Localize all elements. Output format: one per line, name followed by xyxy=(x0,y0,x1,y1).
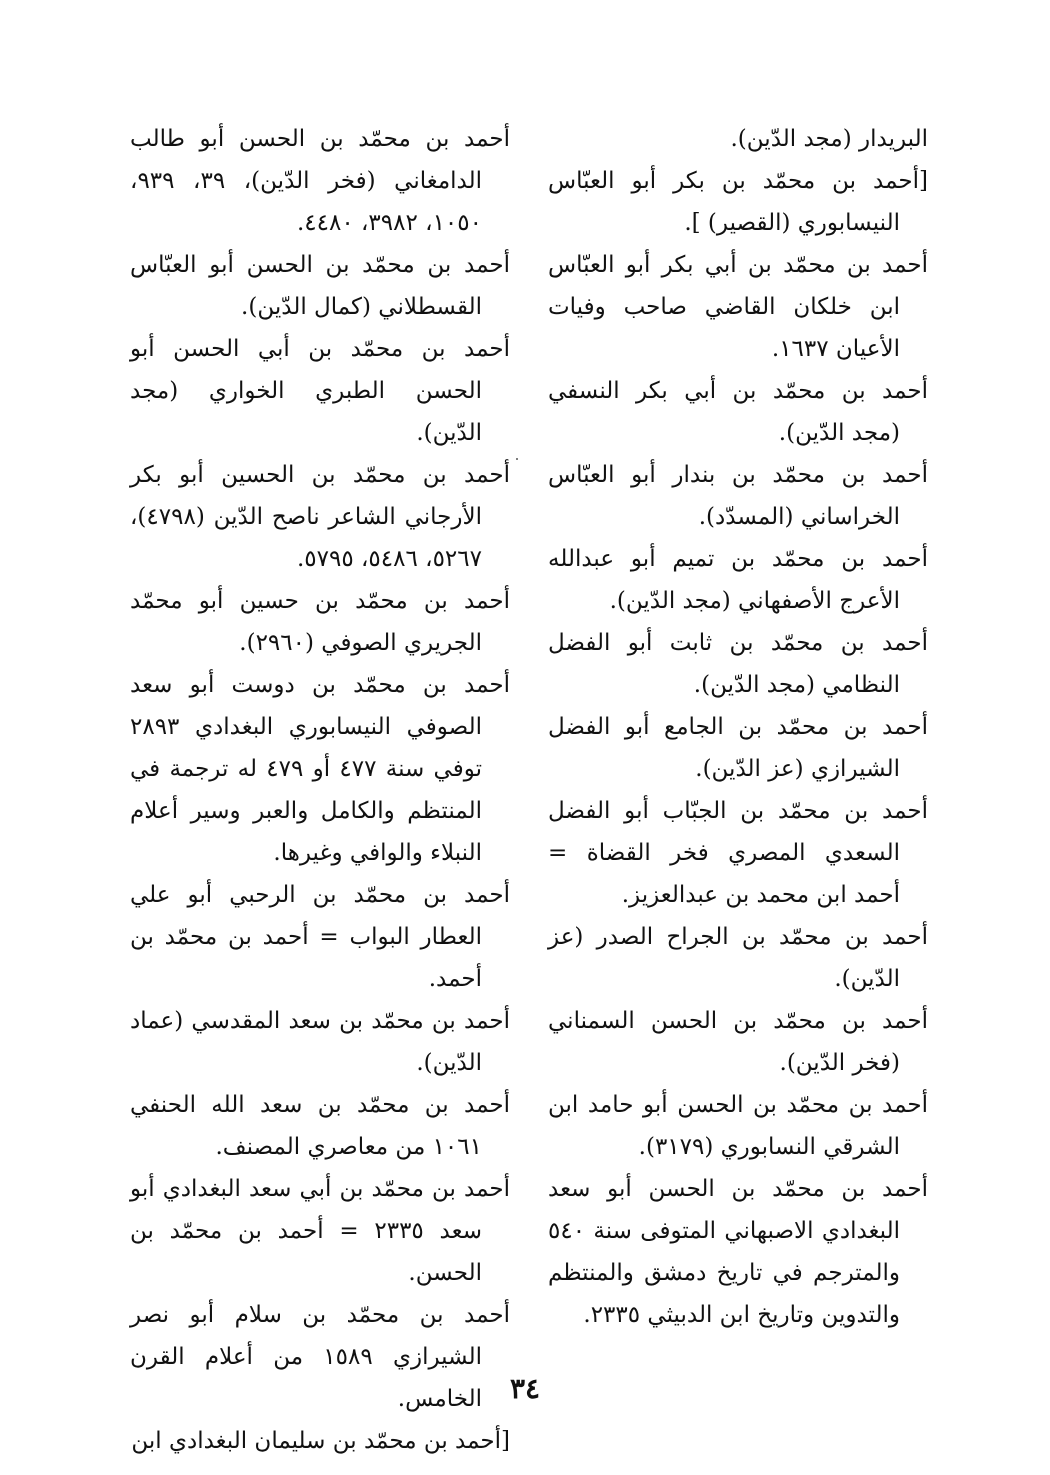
index-entry: أحمد بن محمّد بن الرحبي أبو علي العطار البواب = أحمد بن محمّد بن أحمد. xyxy=(130,882,510,992)
index-entry: [أحمد بن محمّد بن سليمان البغدادي ابن xyxy=(131,1428,510,1454)
index-entry: أحمد بن محمّد بن أبي الحسن أبو الحسن الطبري الخواري (مجد الدّين). xyxy=(130,336,510,446)
scan-speck xyxy=(516,458,518,460)
index-entry: أحمد بن محمّد بن ثابت أبو الفضل النظامي (مجد الدّين). xyxy=(548,630,928,698)
index-entry: البريدار (مجد الدّين). xyxy=(730,126,928,152)
index-entry: أحمد بن محمّد بن الحسن أبو العبّاس القسطلاني (كمال الدّين). xyxy=(130,252,510,320)
index-entry: أحمد بن محمّد بن الحسن السمناني (فخر الدّين). xyxy=(548,1008,928,1076)
index-entry: أحمد بن محمّد بن الحسن أبو طالب الدامغاني (فخر الدّين)، ٣٩، ٩٣٩، ١٠٥٠، ٣٩٨٢، ٤٤٨٠. xyxy=(130,126,510,236)
index-entry: أحمد بن محمّد بن سعد المقدسي (عماد الدّين). xyxy=(130,1008,510,1076)
index-column-right xyxy=(548,118,928,1336)
page-number: ٣٤ xyxy=(509,1372,541,1405)
index-entry: أحمد بن محمّد بن الحسن أبو سعد البغدادي الاصبهاني المتوفى سنة ٥٤٠ والمترجم في تاريخ دمشق والمنتظم والتدوين وتاريخ ابن الدبيثي ٢٣٣٥. xyxy=(548,1176,928,1328)
index-entry: أحمد بن محمّد بن دوست أبو سعد الصوفي النيسابوري البغدادي ٢٨٩٣ توفي سنة ٤٧٧ أو ٤٧٩ له ترجمة في المنتظم والكامل والعبر وسير أعلام النبلاء والوافي وغيرها. xyxy=(130,672,510,866)
index-entry: أحمد بن محمّد بن الجامع أبو الفضل الشيرازي (عز الدّين). xyxy=(548,714,928,782)
index-entry: أحمد بن محمّد بن الحسن أبو حامد ابن الشرقي النسابوري (٣١٧٩). xyxy=(548,1092,928,1160)
index-entry: أحمد بن محمّد بن سلام أبو نصر الشيرازي ١٥٨٩ من أعلام القرن الخامس. xyxy=(130,1302,510,1412)
index-entry: أحمد بن محمّد بن أبي بكر النسفي (مجد الدّين). xyxy=(548,378,928,446)
index-entry: أحمد بن محمّد بن الجراح الصدر (عز الدّين). xyxy=(548,924,928,992)
index-entry: أحمد بن محمّد بن أبي بكر أبو العبّاس ابن خلكان القاضي صاحب وفيات الأعيان ١٦٣٧. xyxy=(548,252,928,362)
index-entry: أحمد بن محمّد بن بندار أبو العبّاس الخراساني (المسدّد). xyxy=(548,462,928,530)
index-entry: أحمد بن محمّد بن سعد الله الحنفي ١٠٦١ من معاصري المصنف. xyxy=(130,1092,510,1160)
index-entry: أحمد بن محمّد بن أبي سعد البغدادي أبو سعد ٢٣٣٥ = أحمد بن محمّد بن الحسن. xyxy=(130,1176,510,1286)
index-column-left xyxy=(130,118,510,1462)
index-entry: أحمد بن محمّد بن حسين أبو محمّد الجريري الصوفي (٢٩٦٠). xyxy=(130,588,510,656)
index-entry: أحمد بن محمّد بن تميم أبو عبدالله الأعرج الأصفهاني (مجد الدّين). xyxy=(548,546,928,614)
index-entry: أحمد بن محمّد بن الحسين أبو بكر الأرجاني الشاعر ناصح الدّين (٤٧٩٨)، ٥٢٦٧، ٥٤٨٦، ٥٧٩٥. xyxy=(130,462,510,572)
index-entry: أحمد بن محمّد بن الجبّاب أبو الفضل السعدي المصري فخر القضاة = أحمد ابن محمد بن عبدالعزيز. xyxy=(548,798,928,908)
index-entry: [أحمد بن محمّد بن بكر أبو العبّاس النيسابوري (القصير) ]. xyxy=(548,168,928,236)
